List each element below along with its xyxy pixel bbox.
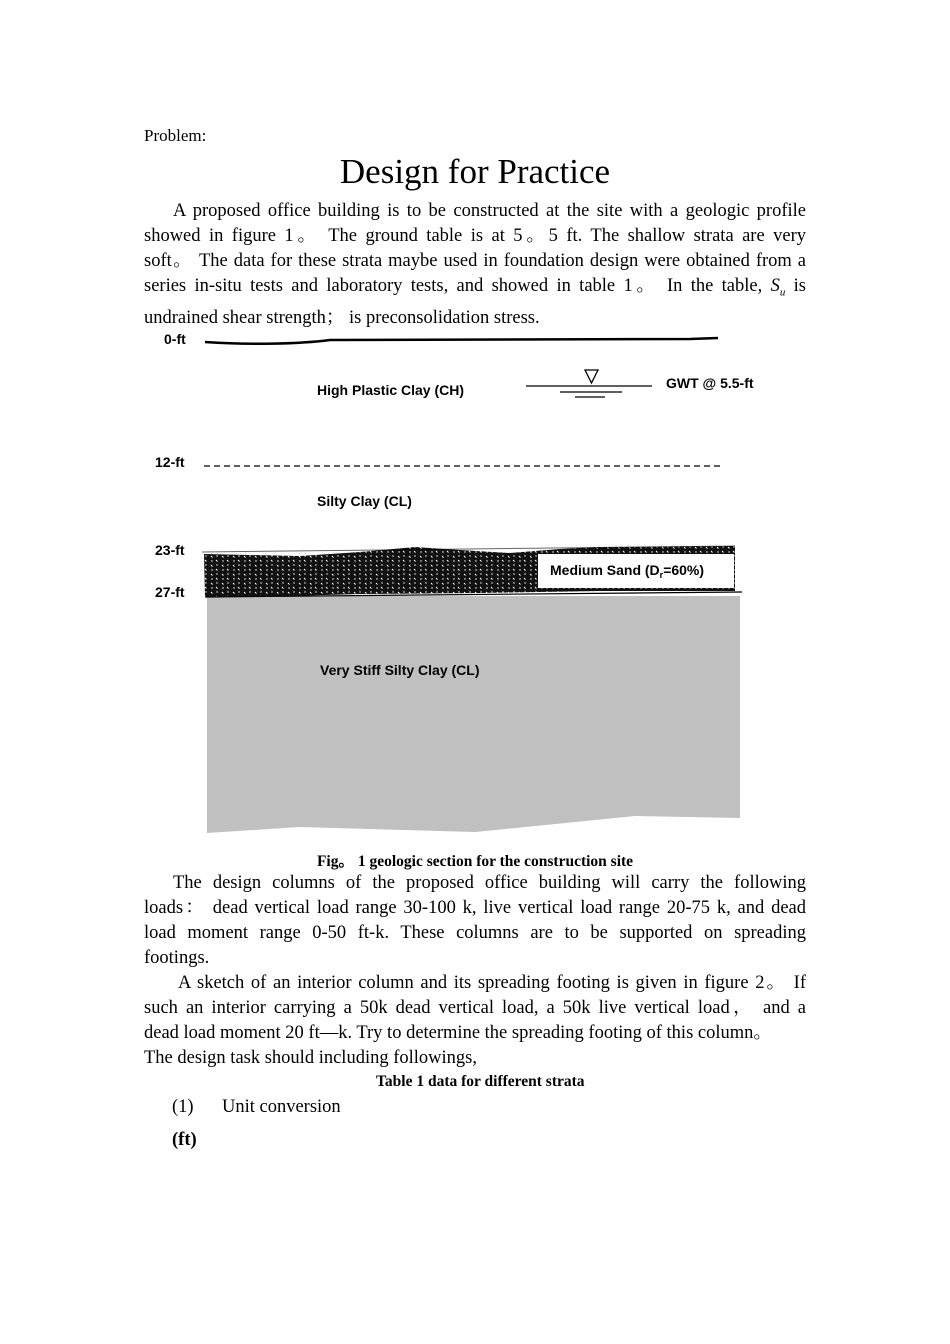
depth-label-23ft: 23-ft bbox=[155, 542, 185, 558]
paragraph-line: A proposed office building is to be constructed at the site with a geologic profile bbox=[173, 201, 806, 221]
paragraph-line: load moment range 0-50 ft-k. These columns are to be supported on spreading bbox=[144, 923, 806, 943]
list-item-number: (1) bbox=[172, 1097, 194, 1117]
list-item-text: Unit conversion bbox=[222, 1097, 341, 1117]
depth-label-0ft: 0-ft bbox=[164, 331, 186, 347]
paragraph-line: showed in figure 1。 The ground table is at 5。5 ft. The shallow strata are very bbox=[144, 226, 806, 246]
paragraph-line: loads： dead vertical load range 30-100 k, live vertical load range 20-75 k, and dead bbox=[144, 898, 806, 918]
paragraph-line bbox=[144, 274, 806, 306]
list-item bbox=[172, 1097, 341, 1118]
paragraph-line: The design columns of the proposed office building will carry the following bbox=[173, 873, 806, 893]
paragraph-line: dead load moment 20 ft—k. Try to determine the spreading footing of this column。 bbox=[144, 1023, 772, 1043]
su-symbol: S bbox=[770, 276, 780, 296]
paragraph-line: undrained shear strength； is preconsolidation stress. bbox=[144, 307, 540, 328]
layer-label-medium-sand: Medium Sand $(D_r=60\%)$ bbox=[550, 562, 705, 580]
loads-paragraph bbox=[144, 871, 806, 971]
gwt-label: GWT @ 5.5-ft bbox=[666, 375, 754, 391]
unit-label: (ft) bbox=[172, 1130, 197, 1150]
paragraph-line: footings. bbox=[144, 948, 210, 968]
depth-label-27ft: 27-ft bbox=[155, 584, 185, 600]
intro-paragraph bbox=[144, 199, 806, 331]
groundwater-table-symbol bbox=[526, 370, 652, 397]
problem-label: Problem: bbox=[144, 126, 207, 145]
paragraph-line: such an interior carrying a 50k dead vertical load, a 50k live vertical load， and a bbox=[144, 998, 806, 1018]
paragraph-line: A sketch of an interior column and its spreading footing is given in figure 2。 If bbox=[178, 973, 806, 993]
layer-label-high-plastic-clay: High Plastic Clay (CH) bbox=[317, 382, 465, 398]
geologic-section-figure bbox=[0, 320, 950, 845]
paragraph-line-text: series in-situ tests and laboratory tests, and showed in table 1。 In the table, bbox=[144, 276, 763, 296]
paragraph-line: soft。 The data for these strata maybe used in foundation design were obtained from a bbox=[144, 251, 806, 271]
ground-surface-line bbox=[205, 338, 718, 344]
layer-label-very-stiff-silty-clay: Very Stiff Silty Clay (CL) bbox=[320, 662, 480, 678]
layer-label-silty-clay: Silty Clay (CL) bbox=[317, 493, 412, 509]
task-paragraph bbox=[144, 971, 806, 1071]
page-title: Design for Practice bbox=[339, 152, 611, 191]
su-subscript: u bbox=[779, 286, 786, 299]
very-stiff-silty-clay-layer bbox=[207, 596, 740, 833]
su-tail: is bbox=[793, 276, 807, 296]
water-level-triangle-icon bbox=[585, 370, 598, 383]
depth-label-12ft: 12-ft bbox=[155, 454, 185, 470]
table-caption: Table 1 data for different strata bbox=[376, 1073, 585, 1090]
paragraph-line: The design task should including followings, bbox=[144, 1048, 477, 1068]
figure-caption: Fig。 1 geologic section for the construction site bbox=[316, 853, 634, 870]
